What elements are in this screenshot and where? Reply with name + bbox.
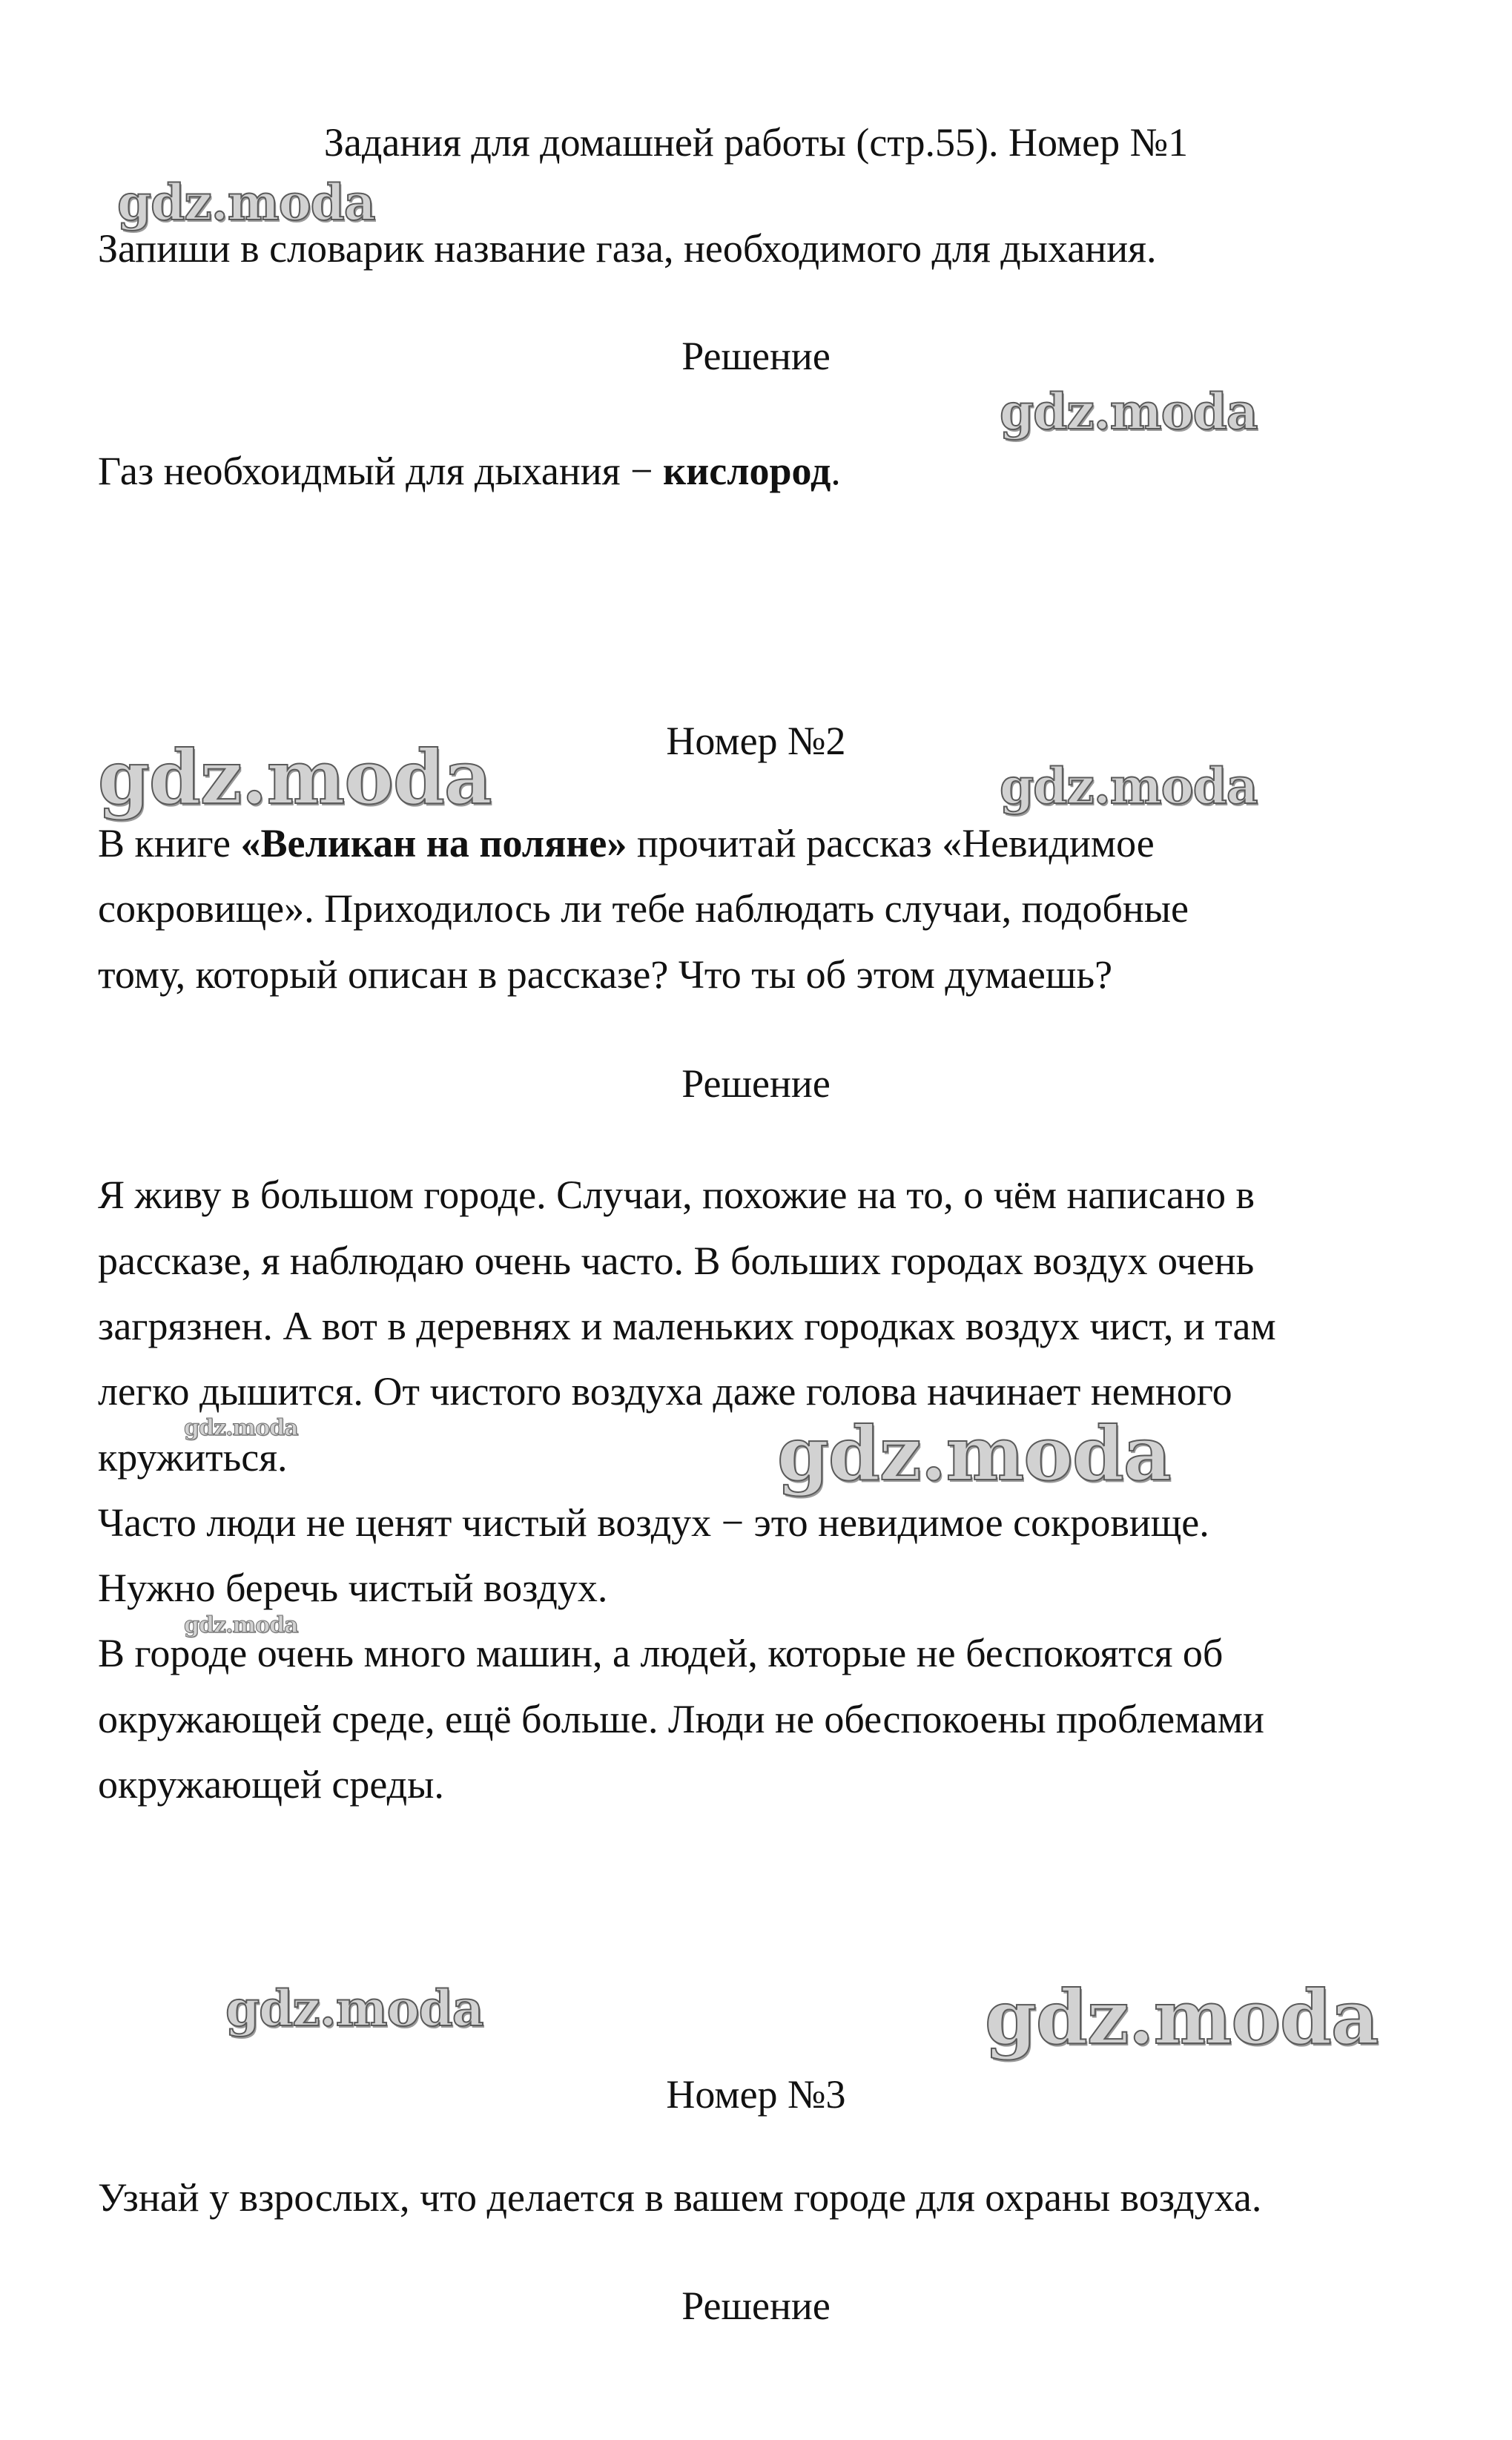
task1-answer-prefix: Газ необхоидмый для дыхания − [98, 449, 663, 493]
watermark-logo: gdz.moda [184, 1415, 298, 1441]
task3-question: Узнай у взрослых, что делается в вашем городе для охраны воздуха. [98, 2175, 1262, 2220]
task2-question-suffix: прочитай рассказ «Невидимое [627, 821, 1155, 865]
task2-answer-line: окружающей среды. [98, 1762, 444, 1807]
watermark-logo: gdz.moda [117, 174, 375, 231]
watermark-logo: gdz.moda [985, 1974, 1379, 2061]
watermark-logo: gdz.moda [184, 1612, 298, 1638]
task1-answer [98, 451, 841, 491]
task2-book-title: «Великан на поляне» [240, 821, 627, 865]
task1-answer-bold: кислород [663, 449, 831, 493]
task2-question-line-3: тому, который описан в рассказе? Что ты об этом думаешь? [98, 952, 1113, 997]
task3-solution-label: Решение [681, 2284, 831, 2328]
watermark-logo: gdz.moda [1000, 757, 1258, 815]
task2-answer-line: кружиться. [98, 1435, 288, 1480]
watermark-logo: gdz.moda [98, 733, 492, 821]
task2-answer-line: легко дышится. От чистого воздуха даже голова начинает немного [98, 1369, 1232, 1414]
task2-heading: Номер №2 [666, 719, 846, 763]
task2-question-line-2: сокровище». Приходилось ли тебе наблюдать случаи, подобные [98, 886, 1189, 931]
task2-answer-line: Часто люди не ценят чистый воздух − это невидимое сокровище. [98, 1500, 1209, 1545]
task1-solution-label: Решение [681, 334, 831, 378]
task2-answer-line: окружающей среде, ещё больше. Люди не обеспокоены проблемами [98, 1697, 1264, 1741]
watermark-logo: gdz.moda [225, 1979, 483, 2037]
watermark-logo: gdz.moda [777, 1410, 1171, 1497]
task2-question-line-1 [98, 823, 1155, 863]
task2-answer-line: Я живу в большом городе. Случаи, похожие на то, о чём написано в [98, 1173, 1255, 1217]
task2-answer-line: В городе очень много машин, а людей, которые не беспокоятся об [98, 1631, 1224, 1675]
task2-answer-line: загрязнен. А вот в деревнях и маленьких городках воздух чист, и там [98, 1304, 1276, 1348]
task1-heading: Задания для домашней работы (стр.55). Номер №1 [323, 120, 1189, 165]
task2-answer-line: рассказе, я наблюдаю очень часто. В больших городах воздух очень [98, 1239, 1255, 1283]
task2-question-prefix: В книге [98, 821, 241, 865]
task2-solution-label: Решение [681, 1061, 831, 1106]
task2-answer-line: Нужно беречь чистый воздух. [98, 1566, 608, 1610]
task1-answer-suffix: . [831, 449, 841, 493]
task1-question: Запиши в словарик название газа, необходимого для дыхания. [98, 226, 1157, 271]
task3-heading: Номер №3 [666, 2072, 846, 2117]
watermark-logo: gdz.moda [1000, 383, 1258, 441]
